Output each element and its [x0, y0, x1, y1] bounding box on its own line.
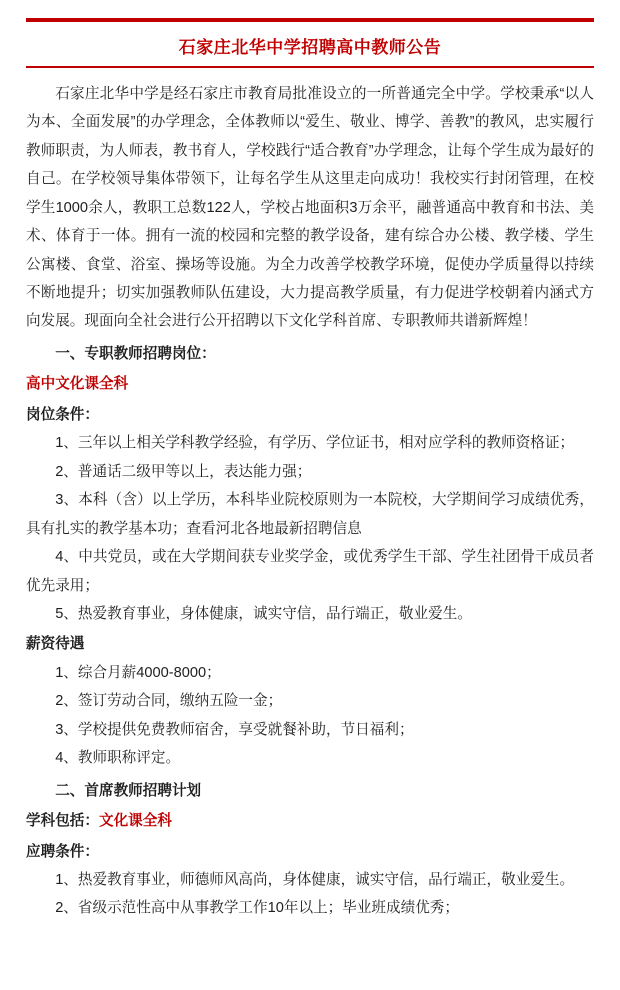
- salary-item: 2、签订劳动合同，缴纳五险一金；: [55, 693, 283, 710]
- page-title: 石家庄北华中学招聘高中教师公告: [178, 38, 442, 57]
- subject-label: 学科包括：: [26, 813, 99, 830]
- document-body: [26, 80, 594, 923]
- conditions-label: 岗位条件：: [26, 406, 99, 423]
- section-two-heading: 二、首席教师招聘计划: [55, 782, 202, 799]
- subject-line: [26, 807, 594, 835]
- salary-item: 3、学校提供免费教师宿舍，享受就餐补助，节日福利；: [55, 721, 414, 738]
- intro-paragraph: 石家庄北华中学是经石家庄市教育局批准设立的一所普通完全中学。学校秉承“以人为本、全面发展”的办学理念，全体教师以“爱生、敬业、博学、善教”的教风，忠实履行教师职责，为人师表，教书育人，学校践行“适合教育”办学理念，让每个学生成为最好的自己。在学校领导集体带领下，让每名学生从这里走向成功！我校实行封闭管理，在校学生1000余人，教职工总数122人，学校占地面积3万余平，融普通高中教育和书法、美术、体育于一体。拥有一流的校园和完整的教学设备，建有综合办公楼、教学楼、学生公寓楼、食堂、浴室、操场等设施。为全力改善学校教学环境，促使办学质量得以持续不断地提升；切实加强教师队伍建设，大力提高教学质量，有力促进学校朝着内涵式方向发展。现面向全社会进行公开招聘以下文化学科首席、专职教师共谱新辉煌！: [26, 85, 594, 330]
- title-divider: [26, 66, 594, 68]
- salary-label: 薪资待遇: [26, 636, 85, 653]
- condition-item: 4、中共党员，或在大学期间获专业奖学金，或优秀学生干部、学生社团骨干成员者优先录用；: [26, 549, 594, 594]
- condition-item: 2、普通话二级甲等以上，表达能力强；: [55, 463, 312, 480]
- condition-item: 5、热爱教育事业，身体健康，诚实守信，品行端正，敬业爱生。: [55, 605, 472, 622]
- salary-item: 1、综合月薪4000-8000；: [55, 664, 221, 681]
- apply-conditions-label: 应聘条件：: [26, 843, 99, 860]
- section-one-subject: 高中文化课全科: [26, 376, 129, 393]
- top-divider: [26, 18, 594, 22]
- section-one-heading: 一、专职教师招聘岗位：: [55, 345, 216, 362]
- apply-condition-item: 1、热爱教育事业，师德师风高尚，身体健康，诚实守信，品行端正，敬业爱生。: [55, 872, 575, 889]
- subject-value: 文化课全科: [98, 813, 172, 830]
- document-page: [0, 18, 620, 990]
- apply-condition-item: 2、省级示范性高中从事教学工作10年以上；毕业班成绩优秀；: [55, 900, 459, 917]
- condition-item: 1、三年以上相关学科教学经验，有学历、学位证书，相对应学科的教师资格证；: [55, 435, 575, 452]
- condition-item: 3、本科（含）以上学历，本科毕业院校原则为一本院校，大学期间学习成绩优秀，具有扎实的教学基本功；查看河北各地最新招聘信息: [26, 492, 594, 537]
- salary-item: 4、教师职称评定。: [55, 750, 181, 767]
